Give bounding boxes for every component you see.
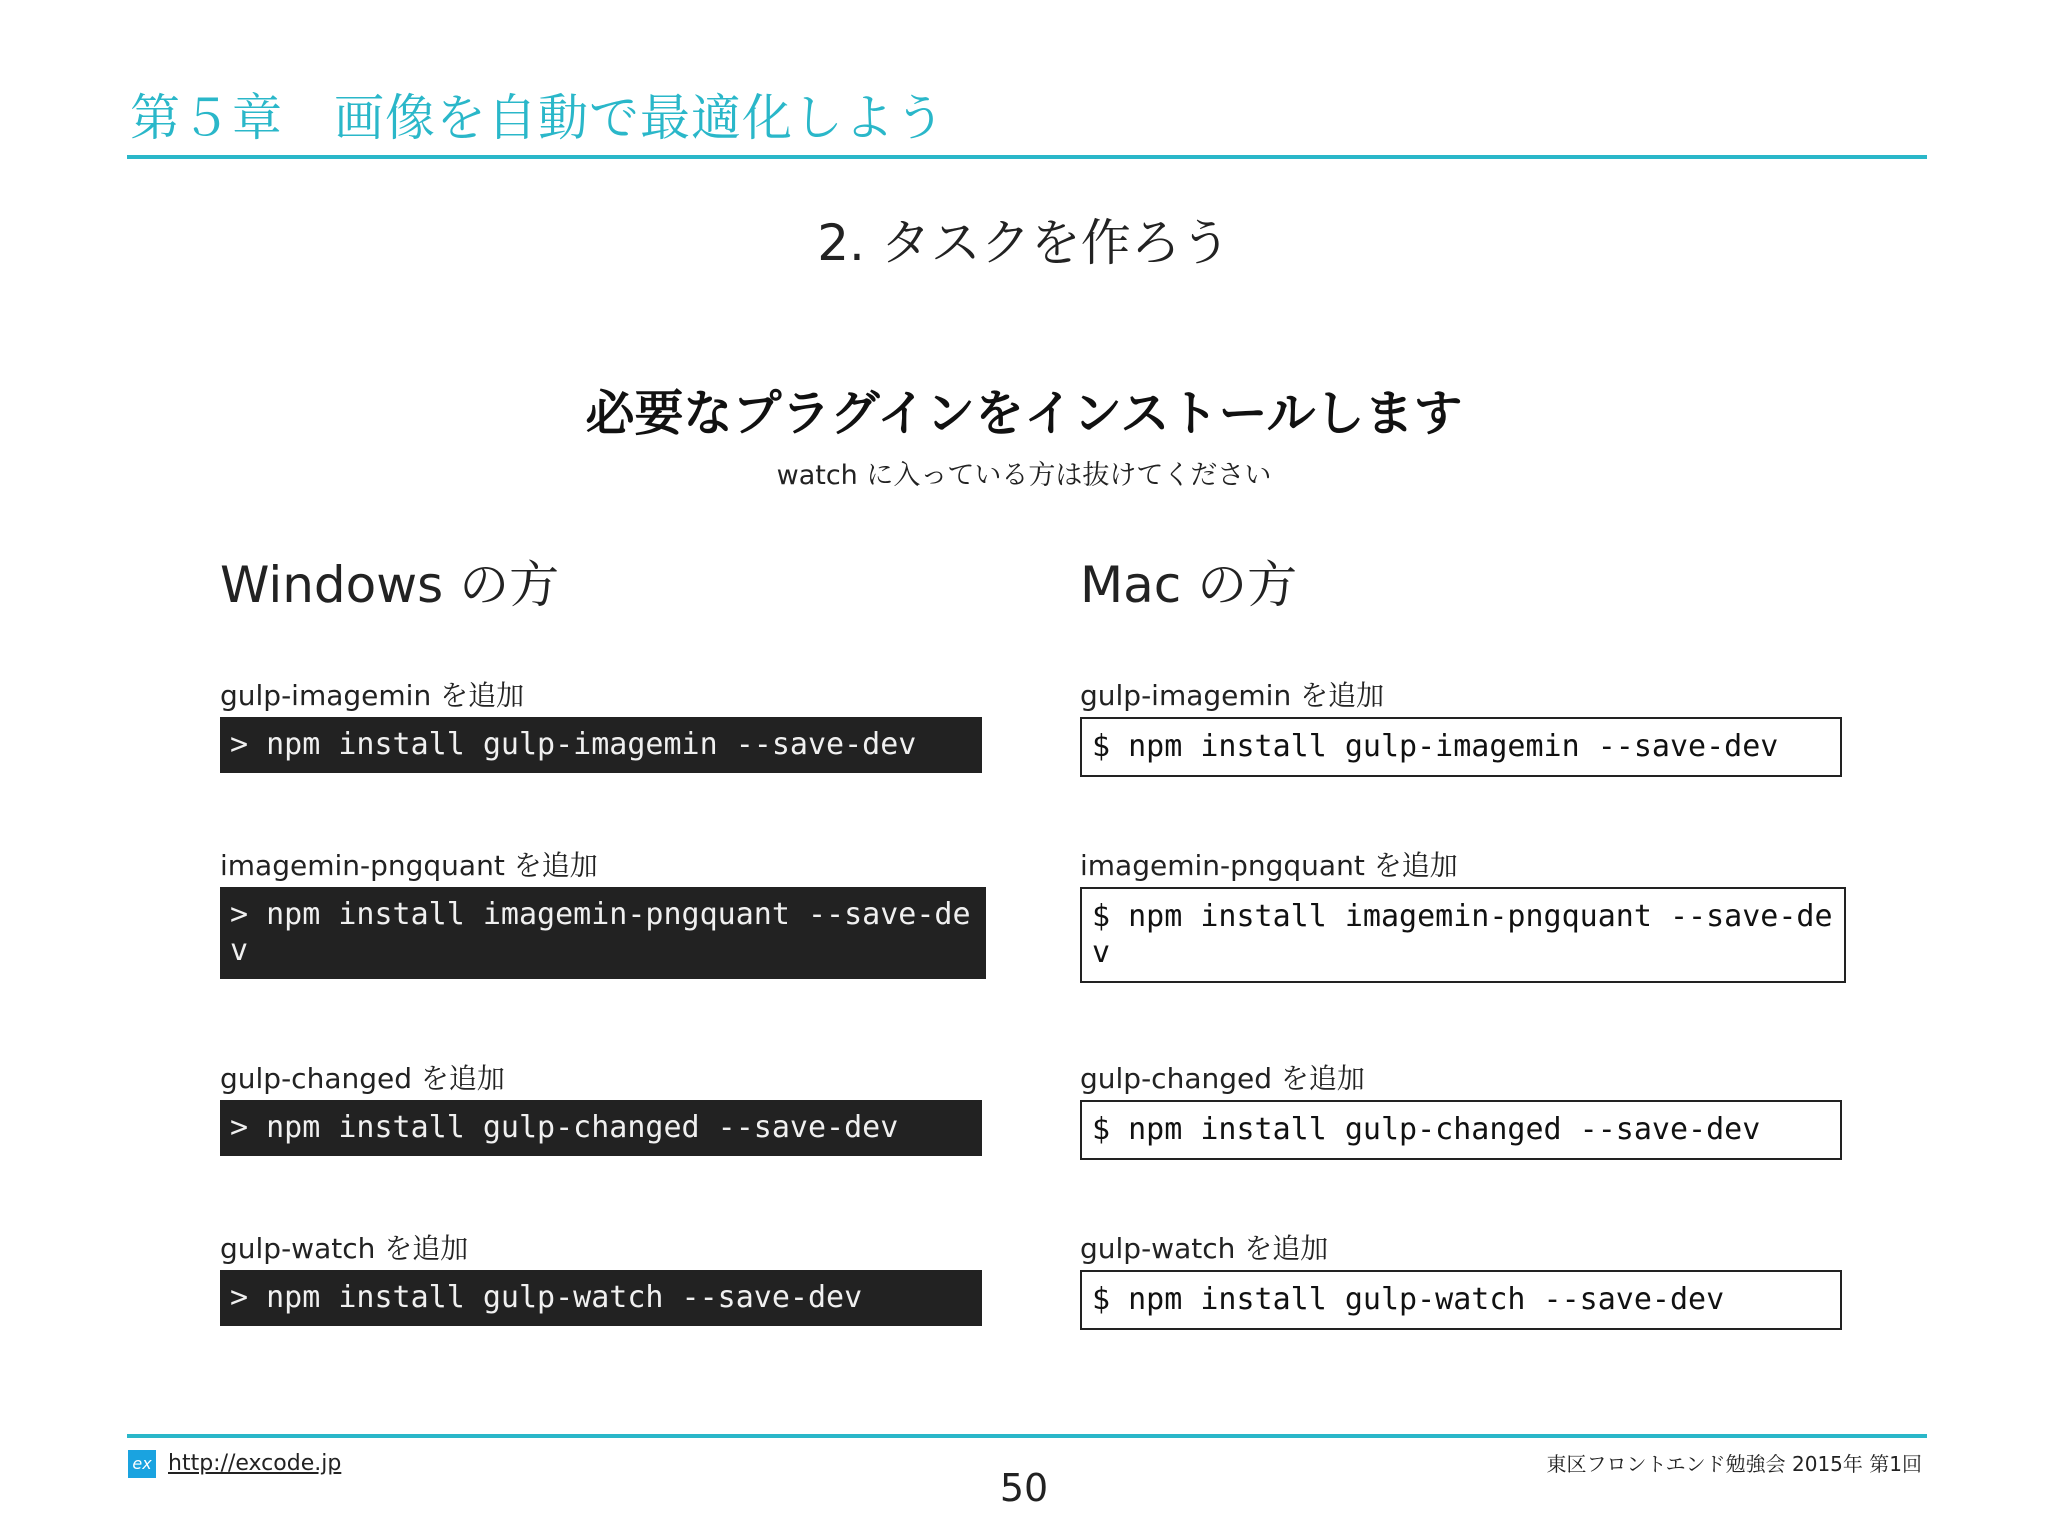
mac-step-changed: [1080, 1058, 1842, 1160]
mac-column: [1080, 545, 1860, 1317]
chapter-title: 第５章 画像を自動で最適化しよう: [130, 89, 946, 147]
windows-step-pngquant: [220, 845, 986, 979]
command-block[interactable]: > npm install gulp-changed --save-dev: [220, 1100, 982, 1156]
header-divider: [127, 155, 1927, 159]
command-block[interactable]: > npm install gulp-watch --save-dev: [220, 1270, 982, 1326]
mac-heading: Mac の方: [1080, 556, 1298, 614]
windows-heading: Windows の方: [220, 556, 560, 614]
mac-step-pngquant: [1080, 845, 1846, 983]
command-block[interactable]: > npm install gulp-imagemin --save-dev: [220, 717, 982, 773]
windows-step-imagemin: [220, 675, 982, 773]
mac-step-imagemin: [1080, 675, 1842, 777]
command-block[interactable]: $ npm install imagemin-pngquant --save-dev: [1080, 887, 1846, 983]
slide-headline: 必要なプラグインをインストールします: [585, 385, 1463, 442]
step-label: gulp-watch を追加: [1080, 1232, 1329, 1265]
footer-event: 東区フロントエンド勉強会 2015年 第1回: [1546, 1452, 1922, 1476]
windows-step-changed: [220, 1058, 982, 1156]
footer-link[interactable]: http://excode.jp: [168, 1451, 342, 1476]
step-label: gulp-changed を追加: [1080, 1062, 1365, 1095]
slide-subnote: watch に入っている方は抜けてください: [776, 460, 1272, 491]
step-label: gulp-imagemin を追加: [1080, 679, 1385, 712]
step-label: gulp-changed を追加: [220, 1062, 505, 1095]
mac-step-watch: [1080, 1228, 1842, 1330]
footer-divider: [127, 1434, 1927, 1438]
windows-step-watch: [220, 1228, 982, 1326]
windows-column: [220, 545, 1000, 1315]
step-label: imagemin-pngquant を追加: [220, 849, 598, 882]
command-block[interactable]: $ npm install gulp-imagemin --save-dev: [1080, 717, 1842, 777]
step-label: gulp-imagemin を追加: [220, 679, 525, 712]
section-title: 2. タスクを作ろう: [817, 214, 1231, 272]
step-label: imagemin-pngquant を追加: [1080, 849, 1458, 882]
page-number: 50: [999, 1466, 1049, 1510]
command-block[interactable]: $ npm install gulp-watch --save-dev: [1080, 1270, 1842, 1330]
step-label: gulp-watch を追加: [220, 1232, 469, 1265]
command-block[interactable]: $ npm install gulp-changed --save-dev: [1080, 1100, 1842, 1160]
command-block[interactable]: > npm install imagemin-pngquant --save-dev: [220, 887, 986, 979]
excode-logo-icon: ex: [128, 1450, 156, 1478]
